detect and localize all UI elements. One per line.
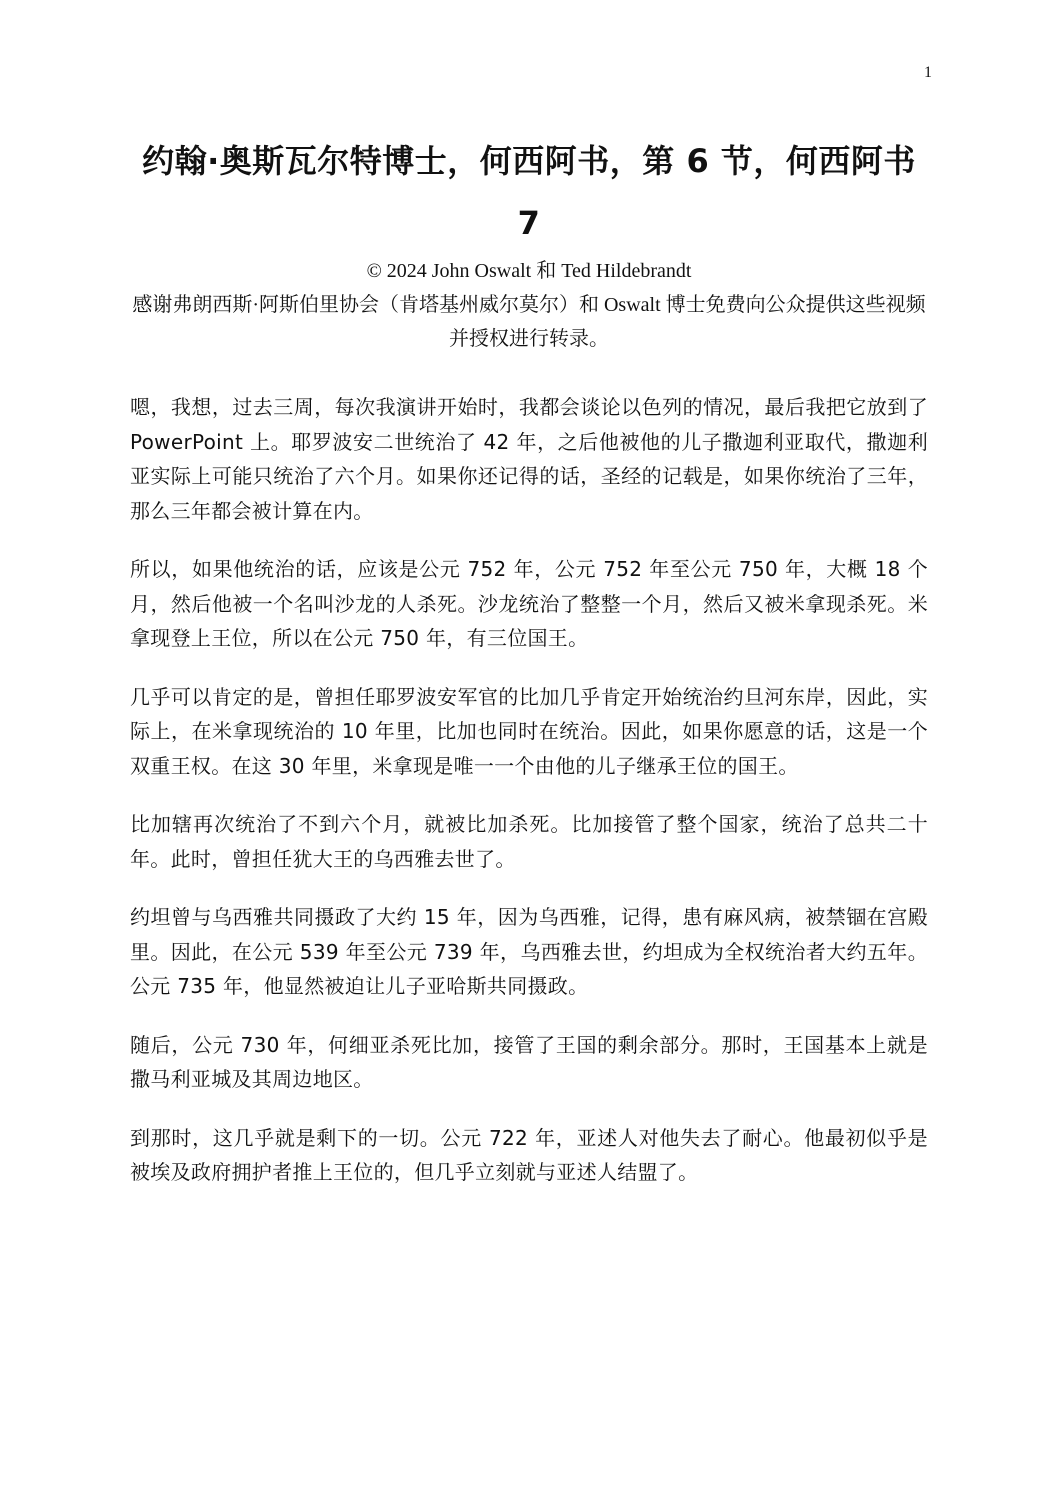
paragraph: 几乎可以肯定的是，曾担任耶罗波安军官的比加几乎肯定开始统治约旦河东岸，因此，实际上，在米拿现统治的 10 年里，比加也同时在统治。因此，如果你愿意的话，这是一个双重王权。在这 30 年里，米拿现是唯一一个由他的儿子继承王位的国王。 <box>130 684 928 778</box>
paragraph: 嗯，我想，过去三周，每次我演讲开始时，我都会谈论以色列的情况，最后我把它放到了 PowerPoint 上。耶罗波安二世统治了 42 年，之后他被他的儿子撒迦利亚取代，撒迦利亚实际上可能只统治了六个月。如果你还记得的话，圣经的记载是，如果你统治了三年，那么三年都会被计算在内。 <box>130 395 928 523</box>
page-number: 1 <box>924 64 932 81</box>
document-body <box>130 130 928 1214</box>
transcript-text <box>130 390 928 1190</box>
page-title: 约翰·奥斯瓦尔特博士，何西阿书，第 6 节，何西阿书 7 <box>142 142 916 242</box>
acknowledgement-line: 感谢弗朗西斯·阿斯伯里协会（肯塔基州威尔莫尔）和 Oswalt 博士免费向公众提供这些视频并授权进行转录。 <box>132 294 926 350</box>
copyright-line: © 2024 John Oswalt 和 Ted Hildebrandt <box>366 260 692 282</box>
paragraph: 到那时，这几乎就是剩下的一切。公元 722 年，亚述人对他失去了耐心。他最初似乎是被埃及政府拥护者推上王位的，但几乎立刻就与亚述人结盟了。 <box>130 1125 928 1184</box>
paragraph: 比加辖再次统治了不到六个月，就被比加杀死。比加接管了整个国家，统治了总共二十年。此时，曾担任犹大王的乌西雅去世了。 <box>130 812 928 871</box>
paragraph: 约坦曾与乌西雅共同摄政了大约 15 年，因为乌西雅，记得，患有麻风病，被禁锢在宫殿里。因此，在公元 539 年至公元 739 年，乌西雅去世，约坦成为全权统治者大约五年。公元 735 年，他显然被迫让儿子亚哈斯共同摄政。 <box>130 905 928 998</box>
paragraph: 所以，如果他统治的话，应该是公元 752 年，公元 752 年至公元 750 年，大概 18 个月，然后他被一个名叫沙龙的人杀死。沙龙统治了整整一个月，然后又被米拿现杀死。米拿现登上王位，所以在公元 750 年，有三位国王。 <box>130 557 928 650</box>
paragraph: 随后，公元 730 年，何细亚杀死比加，接管了王国的剩余部分。那时，王国基本上就是撒马利亚城及其周边地区。 <box>130 1032 928 1091</box>
